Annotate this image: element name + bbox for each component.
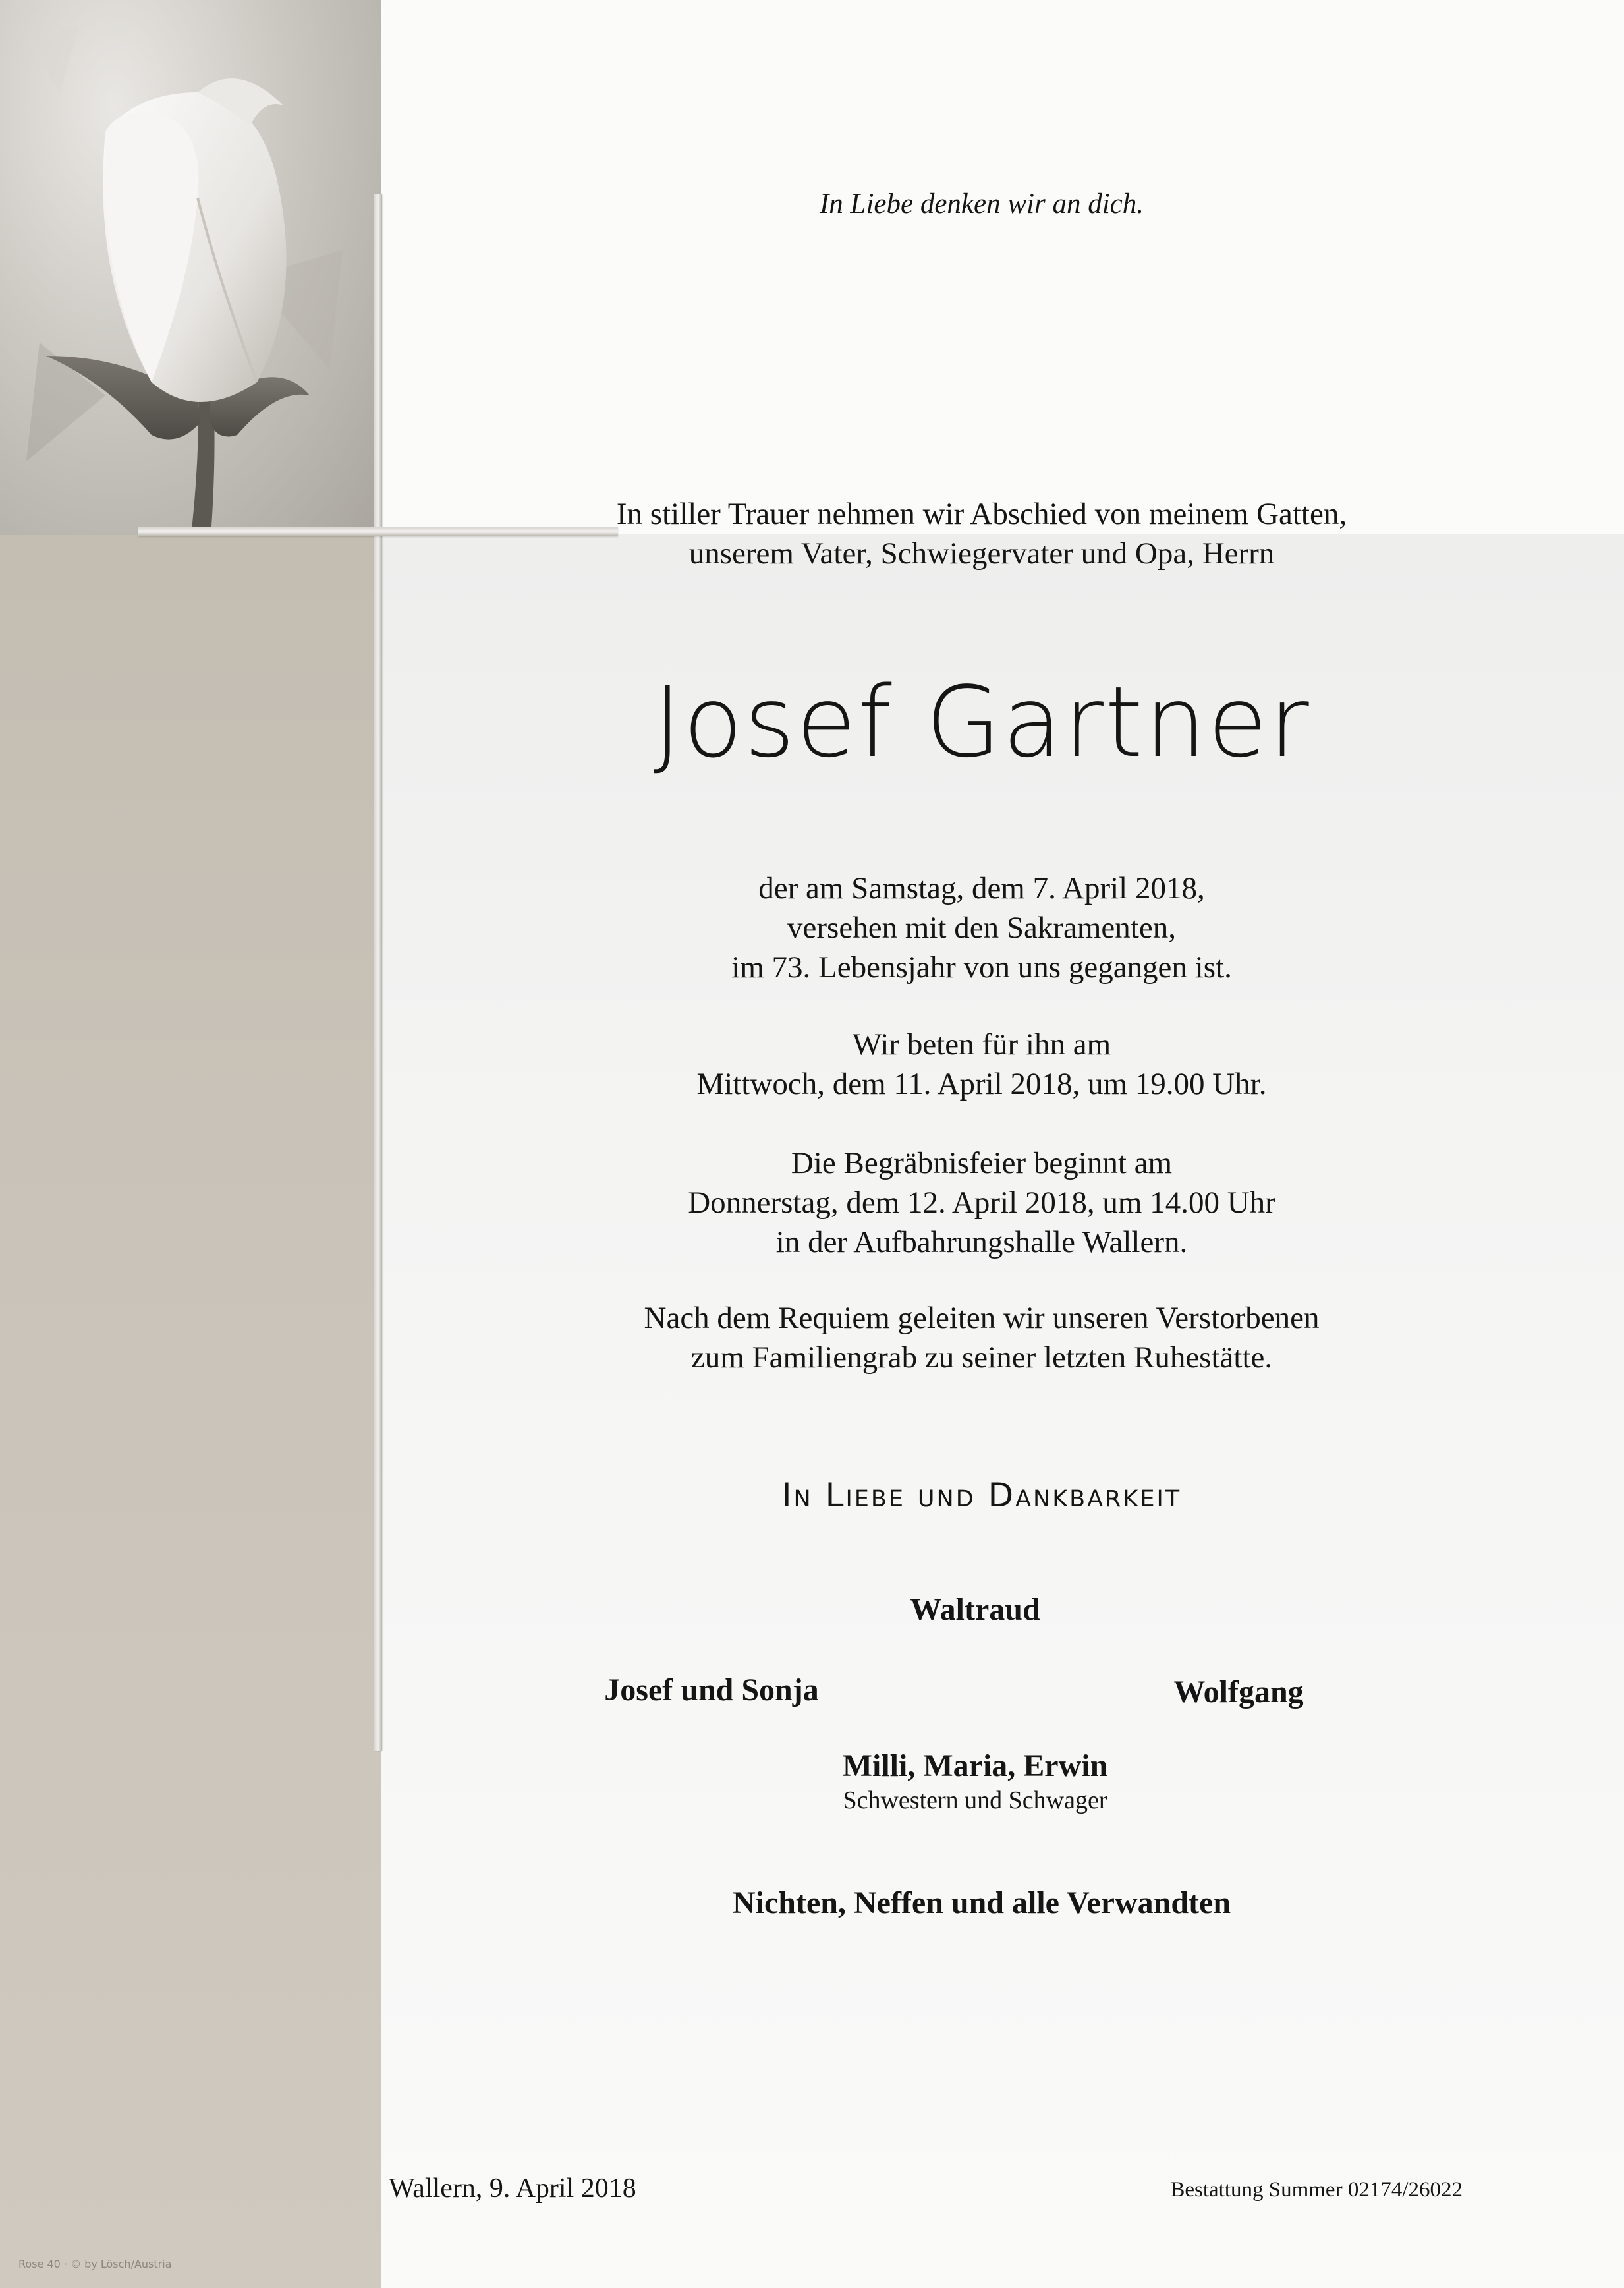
prayer-notice <box>514 1025 1449 1104</box>
death-notice-line-3: im 73. Lebensjahr von uns gegangen ist. <box>731 950 1232 985</box>
deceased-name: Josef Gartner <box>653 666 1310 779</box>
rose-icon <box>0 0 381 535</box>
death-notice-line-1: der am Samstag, dem 7. April 2018, <box>758 871 1205 905</box>
footer-place-date: Wallern, 9. April 2018 <box>389 2173 636 2204</box>
funeral-line-3: in der Aufbahrungshalle Wallern. <box>775 1225 1188 1259</box>
death-notice-line-2: versehen mit den Sakramenten, <box>787 911 1176 945</box>
death-notice <box>514 869 1449 987</box>
mourner-spouse: Waltraud <box>910 1592 1040 1627</box>
footer-undertaker: Bestattung Summer 02174/26022 <box>1170 2178 1463 2202</box>
copyright-note: Rose 40 · © by Lösch/Austria <box>18 2258 172 2270</box>
burial-line-2: zum Familiengrab zu seiner letzten Ruhestätte. <box>690 1340 1273 1375</box>
burial-line-1: Nach dem Requiem geleiten wir unseren Verstorbenen <box>644 1301 1320 1335</box>
burial-notice <box>514 1298 1449 1377</box>
funeral-notice <box>514 1143 1449 1262</box>
mourner-siblings: Milli, Maria, Erwin <box>842 1748 1108 1783</box>
mourner-child-right: Wolfgang <box>1173 1674 1304 1709</box>
intro-line-2: unserem Vater, Schwiegervater und Opa, Herrn <box>688 536 1275 571</box>
prayer-line-1: Wir beten für ihn am <box>852 1027 1111 1062</box>
rose-image <box>0 0 381 535</box>
cross-vertical-bar <box>374 194 382 1751</box>
side-band <box>0 534 381 2288</box>
background-tint <box>381 534 1624 2288</box>
intro-line-1: In stiller Trauer nehmen wir Abschied von meinem Gatten, <box>616 497 1347 531</box>
mourner-siblings-relation: Schwestern und Schwager <box>843 1787 1107 1814</box>
prayer-line-2: Mittwoch, dem 11. April 2018, um 19.00 Uhr. <box>696 1067 1267 1101</box>
funeral-line-2: Donnerstag, dem 12. April 2018, um 14.00 Uhr <box>688 1186 1275 1220</box>
funeral-line-1: Die Begräbnisfeier beginnt am <box>791 1146 1173 1180</box>
mourner-child-left: Josef und Sonja <box>604 1673 819 1707</box>
mourner-relatives: Nichten, Neffen und alle Verwandten <box>732 1885 1231 1920</box>
motto: In Liebe denken wir an dich. <box>819 188 1144 219</box>
intro-text <box>540 494 1423 573</box>
closing-phrase: In Liebe und Dankbarkeit <box>781 1476 1182 1514</box>
